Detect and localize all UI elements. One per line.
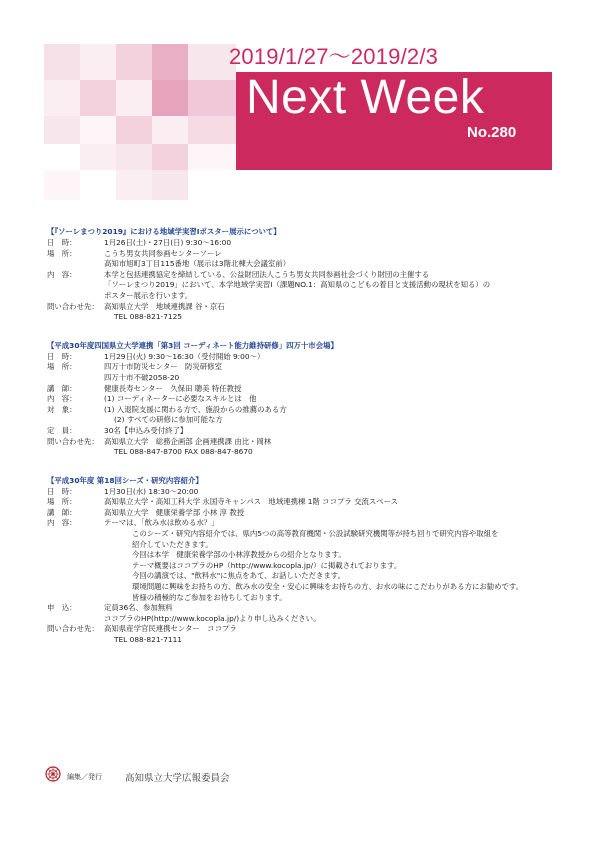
- page-title: Next Week: [246, 71, 485, 124]
- row-label: [47, 280, 104, 291]
- row-label: 対 象：: [47, 404, 77, 414]
- info-row: [47, 259, 567, 270]
- info-row: [47, 624, 567, 635]
- decor-square: [44, 80, 80, 116]
- footer: [45, 766, 345, 786]
- row-label: 内 容：: [47, 394, 77, 404]
- decor-square: [116, 116, 152, 144]
- decor-square: [116, 144, 152, 170]
- info-row: [47, 302, 567, 313]
- decor-square: [152, 116, 188, 144]
- row-value: 「ソーレまつり2019」において、本学地域学実習Ⅰ（課題NO.1：高知県のこどもの着目と支援活動の現状を知る）の: [104, 280, 491, 290]
- section-title: 【平成30年度 第18回シーズ・研究内容紹介】: [47, 475, 203, 485]
- decor-square: [188, 144, 236, 170]
- decor-square: [188, 116, 236, 144]
- row-value: 高知県立大学 健康栄養学部 小林 淳 教授: [104, 507, 245, 517]
- info-row: [47, 384, 567, 395]
- row-value: テーマ概要はココプラのHP（http://www.kocopla.jp/）に掲載されております。: [132, 560, 402, 570]
- row-value: 高知県立大学・高知工科大学 永国寺キャンパス 地域連携棟 1階 ココプラ 交流スペース: [104, 497, 399, 507]
- decor-square: [44, 44, 80, 80]
- header: [0, 0, 595, 210]
- row-label: 日 時：: [47, 238, 77, 247]
- info-row: [47, 561, 567, 572]
- university-seal-icon: [45, 766, 61, 782]
- decor-square: [80, 116, 116, 144]
- row-value: 1月30日(水) 18:30～20:00: [104, 486, 199, 496]
- decor-square: [80, 44, 116, 80]
- row-value: 高知市旭町3丁目115番地（展示は3階北棟大会議室前）: [104, 259, 291, 269]
- decor-square: [152, 44, 188, 80]
- row-label: 場 所：: [47, 362, 77, 372]
- decor-square: [152, 80, 188, 116]
- row-value: 高知県立大学 地域連携課 谷・京石: [104, 301, 225, 311]
- row-value: このシーズ・研究内容紹介では、県内5つの高等教育機関・公設試験研究機関等が持ち回りで研究内容や取組を: [132, 529, 499, 539]
- row-value: (1) 入退院支援に関わる方で、施設からの推薦のある方: [104, 404, 287, 414]
- decor-square: [152, 170, 188, 200]
- row-value: 定員36名、参加無料: [104, 603, 173, 613]
- row-label: [47, 529, 104, 540]
- row-value: ココプラのHP(http://www.kocopla.jp/)より申し込みください。: [104, 613, 321, 623]
- row-label: 講 師：: [47, 383, 77, 393]
- row-value: TEL 088-847-8700 FAX 088-847-8670: [114, 447, 253, 457]
- row-label: [47, 540, 104, 551]
- footer-label: 編集／発行: [67, 773, 102, 781]
- section-title: 【『ソーレまつり2019』における地域学実習Ⅰポスター展示について】: [47, 227, 281, 236]
- event-section: [47, 475, 567, 646]
- row-value: 四万十市不破2058-20: [104, 372, 180, 382]
- row-value: TEL 088-821-7111: [114, 635, 183, 644]
- row-label: [47, 550, 104, 561]
- row-value: 今回の講演では、"飲料水"に焦点をあて、お話しいただきます。: [132, 571, 345, 581]
- info-row: [47, 497, 567, 508]
- decor-square: [44, 116, 80, 144]
- info-row: [47, 635, 567, 646]
- decor-square: [44, 170, 80, 200]
- row-value: 本学と包括連携協定を締結している、公益財団法人こうち男女共同参画社会づくり財団の主催する: [104, 269, 430, 279]
- info-row: [47, 518, 567, 529]
- info-row: [47, 571, 567, 582]
- info-row: [47, 405, 567, 416]
- info-row: [47, 394, 567, 405]
- row-value: 皆様の積極的なご参加をお待ちしております。: [132, 592, 287, 602]
- info-row: [47, 593, 567, 604]
- row-value: 紹介していただきます。: [132, 539, 213, 549]
- row-value: 環境問題に興味をお持ちの方、飲み水の安全・安心に興味をお持ちの方、お水の味にこだわりがある方にお勧めです。: [132, 582, 524, 592]
- row-label: 日 時：: [47, 486, 77, 496]
- row-label: 定 員：: [47, 425, 77, 435]
- row-value: 四万十市防災センター 防災研修室: [104, 362, 222, 372]
- info-row: [47, 487, 567, 498]
- row-value: 30名【申込み受付終了】: [104, 425, 188, 435]
- info-row: [47, 352, 567, 363]
- row-label: [47, 593, 104, 604]
- info-row: [47, 614, 567, 625]
- row-value: 高知県立大学 総務企画部 企画連携課 由比・岡林: [104, 436, 272, 446]
- info-row: [47, 508, 567, 519]
- info-row: [47, 437, 567, 448]
- row-value: 高知県産学官民連携センター ココプラ: [104, 624, 237, 634]
- decor-square: [152, 144, 188, 170]
- decor-square: [80, 144, 116, 170]
- row-label: [47, 312, 104, 323]
- row-label: [47, 291, 104, 302]
- row-value: 今回は本学 健康栄養学部の小林淳教授からの紹介となります。: [132, 550, 346, 560]
- row-value: 1月29日(火) 9:30～16:30（受付開始 9:00～）: [104, 351, 265, 361]
- row-value: ポスター展示を行います。: [104, 290, 193, 300]
- info-row: [47, 582, 567, 593]
- decor-square: [80, 80, 116, 116]
- row-label: 場 所：: [47, 248, 77, 258]
- info-row: [47, 312, 567, 323]
- row-value: 健康長寿センター 久保田 聰美 特任教授: [104, 383, 242, 393]
- row-label: [47, 614, 104, 625]
- row-label: [47, 582, 104, 593]
- info-row: [47, 415, 567, 426]
- info-row: [47, 540, 567, 551]
- row-label: [47, 415, 104, 426]
- info-row: [47, 238, 567, 249]
- info-row: [47, 426, 567, 437]
- content: [47, 226, 567, 663]
- row-label: [47, 447, 104, 458]
- date-range: 2019/1/27～2019/2/3: [229, 44, 439, 69]
- row-value: こうち男女共同参画センターソーレ: [104, 248, 222, 258]
- info-row: [47, 373, 567, 384]
- row-label: 内 容：: [47, 269, 77, 279]
- row-label: [47, 561, 104, 572]
- decor-square: [188, 80, 236, 116]
- info-row: [47, 447, 567, 458]
- info-row: [47, 291, 567, 302]
- row-value: 1月26日(土)・27日(日) 9:30～16:00: [104, 238, 232, 247]
- event-section: [47, 226, 567, 323]
- row-label: 問い合わせ先：: [47, 436, 99, 446]
- row-value: (1) コーディネーターに必要なスキルとは 他: [104, 394, 257, 404]
- row-label: 内 容：: [47, 518, 77, 528]
- info-row: [47, 362, 567, 373]
- info-row: [47, 550, 567, 561]
- row-value: TEL 088-821-7125: [114, 312, 183, 322]
- row-label: 問い合わせ先：: [47, 301, 99, 311]
- row-label: [47, 373, 104, 384]
- publisher-name: 高知県立大学広報委員会: [125, 773, 230, 784]
- decor-square: [116, 44, 152, 80]
- info-row: [47, 603, 567, 614]
- decor-square: [116, 170, 152, 200]
- row-label: 場 所：: [47, 497, 77, 507]
- issue-number: No.280: [467, 124, 517, 141]
- row-label: 問い合わせ先：: [47, 624, 99, 634]
- info-row: [47, 249, 567, 260]
- row-label: 講 師：: [47, 507, 77, 517]
- row-label: [47, 635, 104, 646]
- row-value: (2) すべての研修に参加可能な方: [114, 415, 223, 425]
- info-row: [47, 280, 567, 291]
- info-row: [47, 529, 567, 540]
- decor-square: [116, 80, 152, 116]
- row-label: 申 込：: [47, 603, 77, 613]
- row-label: [47, 571, 104, 582]
- info-row: [47, 270, 567, 281]
- section-title: 【平成30年度四国県立大学連携「第3回 コーディネート能力維持研修」四万十市会場】: [47, 340, 338, 350]
- row-label: [47, 259, 104, 270]
- row-value: テーマは、「飲み水は飲める水？」: [104, 518, 219, 528]
- row-label: 日 時：: [47, 351, 77, 361]
- event-section: [47, 340, 567, 458]
